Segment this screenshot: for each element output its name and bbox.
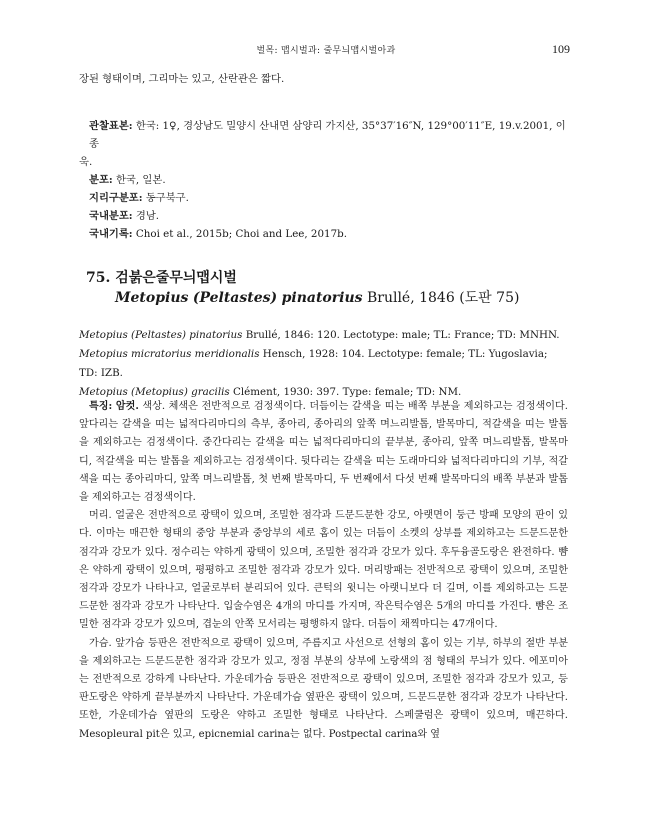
species-genus: Metopius	[115, 290, 189, 306]
specimen-section	[79, 117, 568, 243]
field-domestic-distribution	[79, 207, 568, 225]
synonym-citation: Brullé, 1846: 120.	[245, 329, 340, 341]
observed-label: 관찰표본:	[89, 120, 133, 132]
description-color-paragraph	[79, 398, 568, 507]
description-thorax-paragraph: 가슴. 앞가슴 등판은 전반적으로 광택이 있으며, 주름지고 사선으로 선형의 홈이 있는 기부, 하부의 절반 부분을 제외하고는 드문드문한 점각과 강모가 있고, 정점 부분의 상부에 노랑색의 점 형태의 무늬가 있다. 에포미아는 전반적으로 강하게 나타난다. 가운데가슴 등판은 전반적으로 광택이 있으며, 조밀한 점각과 강모가 있고, 등판도랑은 약하게 끝부분까지 나타난다. 가운데가슴 옆판은 광택이 있으며, 드문드문한 점각과 강모가 나타난다. 또한, 가운데가슴 옆판의 도랑은 약하고 조밀한 형태로 나타난다. 스페쿨럼은 광택이 있으며, 매끈하다. Mesopleural pit은 있고, epicnemial carina는 없다. Postpectal carina와 옆	[79, 637, 568, 740]
field-domestic-records	[79, 225, 568, 243]
species-epithet: pinatorius	[281, 290, 363, 306]
synonym-type: Lectotype: female; TL: Yugoslavia; TD: IZB.	[79, 348, 548, 379]
synonym-type: Type: female; TD: NM.	[342, 386, 462, 398]
field-value: 한국, 일본.	[115, 174, 166, 186]
observed-text-continued: 욱.	[79, 156, 93, 168]
synonym-entry	[79, 345, 568, 383]
species-scientific-title	[86, 288, 556, 308]
synonym-citation: Clément, 1930: 397.	[233, 386, 340, 398]
field-value: Choi et al., 2015b; Choi and Lee, 2017b.	[135, 228, 347, 240]
field-label: 국내기록:	[89, 228, 133, 240]
field-zoogeography	[79, 189, 568, 207]
observed-material	[79, 117, 568, 153]
description-head-paragraph: 머리. 얼굴은 전반적으로 광택이 있으며, 조밀한 점각과 드문드문한 강모, 아랫면이 둥근 방패 모양의 판이 있다. 이마는 매끈한 형태의 중앙 부분과 중앙부의 세로 홈이 있는 더듬이 소켓의 상부를 제외하고는 드문드문한 점각과 강모가 있다. 정수리는 약하게 광택이 있으며, 조밀한 점각과 강모가 있다. 후두융골도랑은 완전하다. 뺨은 약하게 광택이 있으며, 평평하고 조밀한 점각과 강모가 있다. 머리방패는 전반적으로 광택이 있으며, 조밀한 점각과 강모가 나타나고, 얼굴로부터 분리되어 있다. 큰턱의 윗니는 아랫니보다 더 길며, 이를 제외하고는 드문드문한 점각과 강모가 나타난다. 입술수염은 4개의 마디를 가지며, 작은턱수염은 5개의 마디를 가진다. 뺨은 조밀한 점각과 강모가 있으며, 겹눈의 안쪽 모서리는 평행하지 않다. 더듬이 채찍마디는 47개이다.	[79, 510, 568, 631]
observed-text: 한국: 1♀, 경상남도 밀양시 산내면 삼양리 가지산, 35°37′16″N, 129°00′11″E, 19.v.2001, 이종	[89, 120, 566, 150]
synonym-entry	[79, 326, 568, 345]
synonym-list	[79, 326, 568, 402]
species-heading	[86, 268, 556, 308]
page-number: 109	[552, 42, 570, 56]
running-title: 벌목: 맵시벌과: 줄무늬맵시벌아과	[256, 46, 396, 56]
sex-label: 암컷.	[115, 401, 139, 412]
species-korean-title	[86, 268, 556, 288]
running-header	[0, 42, 652, 58]
color-text: 색상. 체색은 전반적으로 검정색이다. 더듬이는 갈색을 띠는 배쪽 부분을 제외하고는 검정색이다. 앞다리는 갈색을 띠는 넓적다리마디의 측부, 종아리, 종아리의 앞쪽 며느리발톱, 발목마디, 적갈색을 띠는 발톱을 제외하고는 검정색이다. 중간다리는 갈색을 띠는 넓적다리마디의 끝부분, 종아리, 앞쪽 며느리발톱, 발목마디, 적갈색을 띠는 발톱을 제외하고는 검정색이다. 뒷다리는 갈색을 띠는 도래마디와 넓적다리마디의 기부, 적갈색을 띠는 종아리마디, 앞쪽 며느리발톱, 첫 번째 발목마디, 두 번째에서 다섯 번째 발목마디의 배쪽 부분과 발톱을 제외하고는 검정색이다.	[79, 401, 568, 504]
species-korean-name: 검붉은줄무늬맵시벌	[115, 270, 237, 286]
field-label: 지리구분포:	[89, 192, 143, 204]
field-distribution	[79, 171, 568, 189]
synonym-citation: Hensch, 1928: 104.	[262, 348, 365, 360]
species-number: 75.	[86, 270, 111, 286]
field-label: 분포:	[89, 174, 113, 186]
intro-paragraph: 장된 형태이며, 그리마는 있고, 산란관은 짧다.	[79, 73, 285, 85]
feature-label: 특징:	[89, 401, 113, 412]
synonym-name: Metopius micratorius meridionalis	[79, 348, 260, 360]
description	[79, 398, 568, 744]
synonym-type: Lectotype: male; TL: France; TD: MNHN.	[343, 329, 560, 341]
field-value: 동구북구.	[145, 192, 189, 204]
field-value: 경남.	[135, 210, 160, 222]
field-label: 국내분포:	[89, 210, 133, 222]
species-subgenus: (Peltastes)	[192, 290, 278, 306]
species-authority: Brullé, 1846 (도판 75)	[366, 290, 520, 306]
synonym-name: Metopius (Metopius) gracilis	[79, 386, 230, 398]
synonym-name: Metopius (Peltastes) pinatorius	[79, 329, 243, 341]
